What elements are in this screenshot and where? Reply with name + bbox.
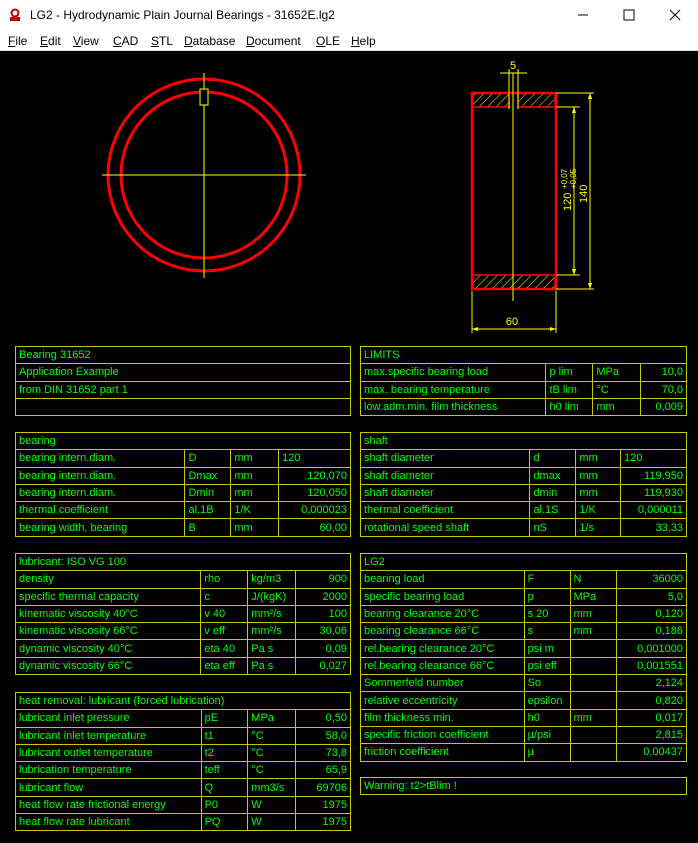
- lg2-app-icon: [8, 8, 22, 22]
- table-row: density rho kg/m3 900: [16, 571, 351, 588]
- table-row: bearing width, bearing B mm 60,00: [16, 519, 351, 536]
- menu-cad[interactable]: CAD: [113, 34, 139, 48]
- menu-edit[interactable]: Edit: [40, 34, 61, 48]
- maximize-button[interactable]: [606, 0, 652, 30]
- bearing-table: [15, 432, 351, 537]
- bearing-source: from DIN 31652 part 1: [16, 381, 351, 398]
- table-row: max.specific bearing load p lim MPa 10,0: [361, 364, 687, 381]
- hatch-top-left: [473, 93, 509, 107]
- table-row: low.adm.min. film thickness h0 lim mm 0,009: [361, 398, 687, 415]
- front-view: [102, 73, 306, 278]
- menu-file[interactable]: File: [8, 34, 28, 48]
- table-row: bearing clearance 20°C s 20 mm 0,120: [361, 605, 687, 622]
- table-row: rotational speed shaft nS 1/s 33,33: [361, 519, 687, 536]
- lg2-title: LG2: [361, 554, 687, 571]
- menu-document[interactable]: Document: [246, 34, 301, 48]
- bearing-id: Bearing 31652: [16, 347, 351, 364]
- table-row: lubrication temperature teff °C 65,9: [16, 762, 351, 779]
- lubricant-table: [15, 553, 351, 675]
- menu-database[interactable]: Database: [184, 34, 236, 48]
- warning-text: Warning: t2>tBlim !: [361, 778, 687, 795]
- table-row: lubricant outlet temperature t2 °C 73,8: [16, 744, 351, 761]
- oil-hole-front: [200, 89, 208, 105]
- bearing-drawing: [0, 51, 698, 341]
- bearing-application: Application Example: [16, 364, 351, 381]
- dim-top-label: 5: [509, 60, 517, 72]
- table-row: lubricant flow Q mm3/s 69706: [16, 779, 351, 796]
- table-row: max. bearing temperature tB lim °C 70,0: [361, 381, 687, 398]
- table-row: film thickness min. h0 mm 0,017: [361, 709, 687, 726]
- dim-inner-tol-upper: +0,07: [560, 168, 569, 189]
- lubricant-title: lubricant: ISO VG 100: [16, 554, 351, 571]
- close-button[interactable]: [652, 0, 698, 30]
- section-view: [472, 69, 594, 333]
- bearing-empty: [16, 398, 351, 415]
- menu-stl[interactable]: STL: [151, 34, 174, 48]
- menu-help[interactable]: Help: [351, 34, 376, 48]
- bearing-title: bearing: [16, 433, 351, 450]
- table-row: shaft diameter dmin mm 119,930: [361, 484, 687, 501]
- table-row: shaft diameter d mm 120: [361, 450, 687, 467]
- table-row: lubricant inlet temperature t1 °C 58,0: [16, 727, 351, 744]
- table-row: bearing intern.diam. Dmax mm 120,070: [16, 467, 351, 484]
- limits-title: LIMITS: [361, 347, 687, 364]
- table-row: relative eccentricity epsilon 0,820: [361, 692, 687, 709]
- table-row: kinematic viscosity 40°C v 40 mm²/s 100: [16, 605, 351, 622]
- table-row: lubricant inlet pressure pE MPa 0,50: [16, 710, 351, 727]
- document-canvas: [0, 51, 698, 843]
- dim-bottom-label: 60: [505, 316, 519, 328]
- menu-ole[interactable]: OLE: [316, 34, 341, 48]
- shaft-title: shaft: [361, 433, 687, 450]
- shaft-table: [360, 432, 687, 537]
- table-row: bearing clearance 66°C s mm 0,186: [361, 623, 687, 640]
- table-row: rel.bearing clearance 66°C psi eff 0,001551: [361, 657, 687, 674]
- table-row: bearing intern.diam. Dmin mm 120,050: [16, 484, 351, 501]
- table-row: specific friction coefficient µ/psi 2,815: [361, 726, 687, 743]
- warning-box: [360, 777, 687, 795]
- bearing-info-table: [15, 346, 351, 416]
- table-row: dynamic viscosity 40°C eta 40 Pa s 0,09: [16, 640, 351, 657]
- table-row: heat flow rate frictional energy P0 W 1975: [16, 796, 351, 813]
- limits-table: [360, 346, 687, 416]
- dim-inner-tol-lower: +0,05: [569, 168, 578, 189]
- menu-bar: [0, 30, 698, 51]
- table-row: shaft diameter dmax mm 119,950: [361, 467, 687, 484]
- table-row: friction coefficient µ 0,00437: [361, 744, 687, 761]
- section-outline: [472, 93, 556, 289]
- table-row: specific bearing load p MPa 5,0: [361, 588, 687, 605]
- hatch-bottom: [473, 275, 555, 289]
- table-row: dynamic viscosity 66°C eta eff Pa s 0,027: [16, 657, 351, 674]
- table-row: kinematic viscosity 66°C v eff mm²/s 30,06: [16, 623, 351, 640]
- heat-removal-table: [15, 692, 351, 831]
- window-title: LG2 - Hydrodynamic Plain Journal Bearings - 31652E.lg2: [30, 8, 335, 22]
- table-row: Sommerfeld number So 2,124: [361, 675, 687, 692]
- table-row: bearing intern.diam. D mm 120: [16, 450, 351, 467]
- heat-title: heat removal: lubricant (forced lubrication): [16, 693, 351, 710]
- table-row: thermal coefficient al.1B 1/K 0,000023: [16, 502, 351, 519]
- title-bar: [0, 0, 698, 30]
- table-row: bearing load F N 36000: [361, 571, 687, 588]
- minimize-button[interactable]: [560, 0, 606, 30]
- dim-inner-label: 120: [562, 192, 574, 211]
- dim-outer-label: 140: [578, 184, 590, 203]
- table-row: heat flow rate lubricant PQ W 1975: [16, 814, 351, 831]
- table-row: specific thermal capacity c J/(kgK) 2000: [16, 588, 351, 605]
- lg2-results-table: [360, 553, 687, 762]
- menu-view[interactable]: View: [73, 34, 99, 48]
- table-row: thermal coefficient al.1S 1/K 0,000011: [361, 502, 687, 519]
- hatch-top-right: [518, 93, 555, 107]
- table-row: rel.bearing clearance 20°C psi m 0,001000: [361, 640, 687, 657]
